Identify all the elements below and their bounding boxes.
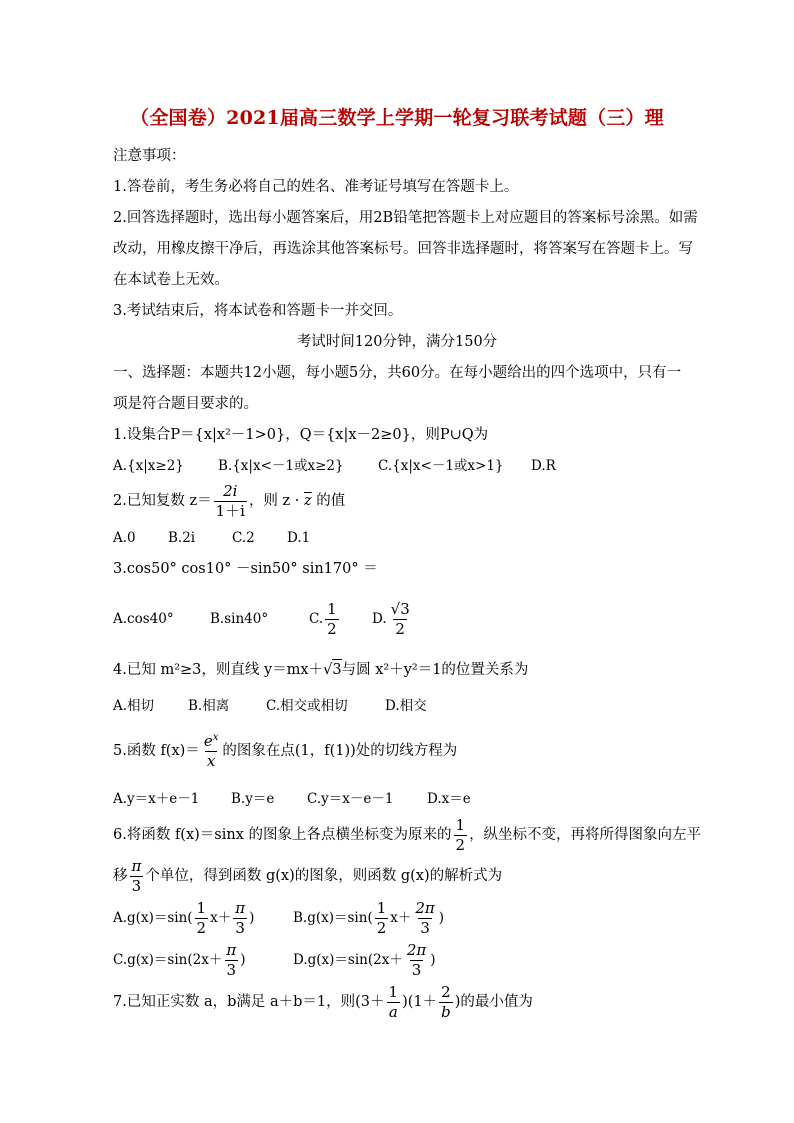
question-5-prefix: 5.函数 f(x)＝ <box>113 743 200 759</box>
fraction-numerator: π <box>131 856 142 875</box>
section-heading-line-1: 一、选择题：本题共12小题，每小题5分，共60分。在每小题给出的四个选项中，只有一 <box>113 365 682 381</box>
fraction-numerator: 2 <box>441 982 451 1001</box>
question-4-option-c: C.相交或相切 <box>266 698 348 714</box>
question-7-stem <box>113 982 533 1022</box>
base: e <box>203 732 213 750</box>
option-prefix: A.g(x)＝sin( <box>113 910 193 926</box>
radicand: 3 <box>400 600 410 618</box>
question-4-option-a: A.相切 <box>113 698 155 714</box>
section-heading-line-2: 项是符合题目要求的。 <box>113 396 258 412</box>
question-3-option-a: A.cos40° <box>113 611 174 627</box>
option-fraction <box>233 901 247 936</box>
question-1-stem: 1.设集合P＝{x|x²－1>0}，Q＝{x|x－2≥0}，则P∪Q为 <box>113 427 489 443</box>
fraction-denominator: 3 <box>131 876 142 895</box>
question-7-mid: )(1＋ <box>402 994 438 1010</box>
fraction-numerator: 1 <box>455 815 466 834</box>
question-5-stem <box>113 731 457 771</box>
option-fraction <box>224 943 238 978</box>
option-prefix: C.g(x)＝sin(2x＋ <box>113 952 223 968</box>
option-prefix: D.g(x)＝sin(2x＋ <box>293 952 403 968</box>
question-5-suffix: 的图象在点(1，f(1))处的切线方程为 <box>222 743 458 759</box>
option-prefix: B.g(x)＝sin( <box>293 910 373 926</box>
notice-item-3: 3.考试结束后，将本试卷和答题卡一并交回。 <box>113 303 403 319</box>
fraction-numerator: √3 <box>390 600 410 618</box>
fraction-numerator: π <box>226 941 237 959</box>
option-c-fraction <box>325 602 339 637</box>
option-suffix: ) <box>249 910 255 926</box>
fraction-numerator: π <box>235 899 246 917</box>
question-4-option-b: B.相离 <box>188 698 230 714</box>
question-4-stem <box>113 659 528 680</box>
exponent: x <box>212 732 219 743</box>
question-6-option-b <box>293 898 444 938</box>
notice-item-1: 1.答卷前，考生务必将自己的姓名、准考证号填写在答题卡上。 <box>113 179 519 195</box>
option-mid: x＋ <box>390 910 412 926</box>
fraction-numerator: 2i <box>223 481 238 500</box>
q6-line2-suffix: 个单位，得到函数 g(x)的图象，则函数 g(x)的解析式为 <box>145 868 503 884</box>
q6-line1-suffix: ，纵坐标不变，再将所得图象向左平 <box>469 827 702 843</box>
option-c-prefix: C. <box>309 611 324 627</box>
fraction-denominator: 3 <box>235 919 245 937</box>
question-6-option-c <box>113 940 245 980</box>
question-3-stem: 3.cos50° cos10° －sin50° sin170° ＝ <box>113 561 378 577</box>
question-6-option-a <box>113 898 254 938</box>
question-1-option-c: C.{x|x<－1或x>1} <box>378 458 504 474</box>
question-3-option-b: B.sin40° <box>210 611 269 627</box>
notice-heading: 注意事项： <box>113 148 186 164</box>
fraction-numerator: 1 <box>388 982 399 1001</box>
question-7-fraction-1 <box>387 982 401 1021</box>
fraction-denominator: b <box>441 1002 451 1021</box>
question-1-option-d: D.R <box>531 458 556 474</box>
option-suffix: ) <box>430 952 436 968</box>
question-5-option-d: D.x＝e <box>427 791 471 807</box>
option-fraction <box>413 901 436 936</box>
question-5-option-c: C.y＝x－e－1 <box>307 791 394 807</box>
question-4-prefix: 4.已知 m²≥3，则直线 y＝mx＋ <box>113 662 324 678</box>
question-2-prefix: 2.已知复数 z＝ <box>113 493 212 509</box>
option-fraction <box>375 901 389 936</box>
q6-line1-prefix: 6.将函数 f(x)＝sinx 的图象上各点横坐标变为原来的 <box>113 827 452 843</box>
notice-item-2-line-1: 2.回答选择题时，选出每小题答案后，用2B铅笔把答题卡上对应题目的答案标号涂黑。如需 <box>113 210 698 226</box>
option-suffix: ) <box>240 952 246 968</box>
question-2-option-c: C.2 <box>232 530 255 546</box>
question-5-option-a: A.y＝x＋e－1 <box>113 791 200 807</box>
question-1-option-b: B.{x|x<－1或x≥2} <box>218 458 344 474</box>
option-fraction <box>195 901 209 936</box>
option-fraction <box>405 943 428 978</box>
question-7-suffix: )的最小值为 <box>454 994 533 1010</box>
fraction-numerator: 1 <box>376 899 387 917</box>
fraction-numerator <box>202 733 221 751</box>
question-2-stem <box>113 482 345 520</box>
question-6-stem-line-2 <box>113 856 502 896</box>
question-6-stem-line-1 <box>113 815 701 855</box>
exam-info: 考试时间120分钟，满分150分 <box>296 334 498 350</box>
radicand: 3 <box>332 659 341 680</box>
question-2-option-a: A.0 <box>113 530 136 546</box>
fraction-denominator: 2 <box>395 620 405 638</box>
fraction-denominator: 2 <box>376 919 387 937</box>
fraction-denominator: 2 <box>455 835 466 854</box>
fraction-denominator: 3 <box>411 961 422 979</box>
question-2-suffix-b: 的值 <box>311 493 346 509</box>
question-5-option-b: B.y＝e <box>231 791 275 807</box>
option-d-fraction <box>389 602 412 637</box>
option-d-prefix: D. <box>372 611 387 627</box>
question-3-option-c <box>309 596 341 642</box>
document-title: （全国卷）2021届高三数学上学期一轮复习联考试题（三）理 <box>130 107 664 129</box>
fraction-denominator: 3 <box>226 961 237 979</box>
q6-line2-prefix: 移 <box>113 868 128 884</box>
fraction-denominator: 2 <box>196 919 207 937</box>
question-4-option-d: D.相交 <box>385 698 427 714</box>
fraction-numerator: 2π <box>415 899 435 917</box>
option-mid: x＋ <box>210 910 232 926</box>
question-3-option-d <box>372 596 414 642</box>
fraction-numerator: 1 <box>327 600 337 618</box>
q6-line2-fraction <box>130 856 144 895</box>
fraction-denominator: 1＋i <box>215 501 245 520</box>
q6-line1-fraction <box>454 815 468 854</box>
fraction-denominator: x <box>206 752 216 770</box>
question-2-option-d: D.1 <box>287 530 311 546</box>
question-7-prefix: 7.已知正实数 a，b满足 a＋b＝1，则(3＋ <box>113 994 385 1010</box>
question-1-option-a: A.{x|x≥2} <box>113 458 184 474</box>
option-suffix: ) <box>438 910 445 926</box>
fraction-denominator: 3 <box>420 919 430 937</box>
question-5-fraction <box>202 733 221 769</box>
question-2-suffix-a: ，则 z · <box>248 493 305 509</box>
sqrt-sign: √ <box>323 662 333 678</box>
question-6-option-d <box>293 940 436 980</box>
notice-item-2-line-3: 在本试卷上无效。 <box>113 272 229 288</box>
question-2-conjugate: $\overline{z}$ <box>304 493 312 509</box>
question-2-option-b: B.2i <box>168 530 196 546</box>
fraction-numerator: 2π <box>406 941 427 959</box>
question-7-fraction-2 <box>439 982 453 1021</box>
fraction-denominator: a <box>388 1002 398 1021</box>
fraction-numerator: 1 <box>196 899 207 917</box>
notice-item-2-line-2: 改动，用橡皮擦干净后，再选涂其他答案标号。回答非选择题时，将答案写在答题卡上。写 <box>113 241 693 257</box>
question-2-fraction <box>214 481 247 520</box>
question-4-suffix: 与圆 x²＋y²＝1的位置关系为 <box>341 662 529 678</box>
fraction-denominator: 2 <box>327 620 337 638</box>
